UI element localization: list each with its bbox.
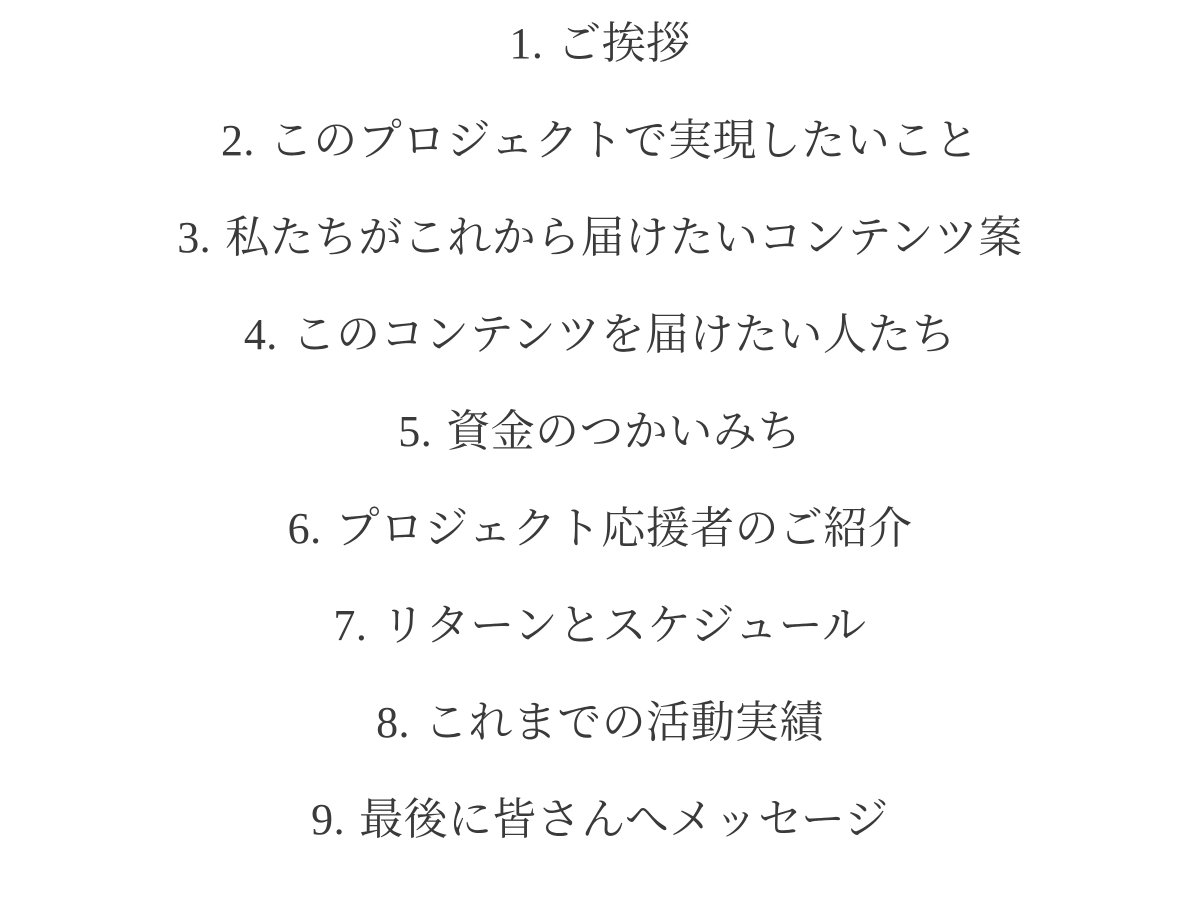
list-item-number: 8. bbox=[376, 698, 410, 747]
list-item bbox=[60, 407, 1140, 507]
list-item-label: これまでの活動実績 bbox=[423, 698, 824, 747]
list-item-number: 5. bbox=[398, 407, 433, 456]
list-item-label: ご挨拶 bbox=[557, 19, 691, 68]
list-item-number: 3. bbox=[177, 213, 212, 262]
list-item-label: このプロジェクトで実現したいこと bbox=[268, 116, 980, 165]
list-item-label: このコンテンツを届けたい人たち bbox=[291, 310, 957, 359]
list-item-number: 2. bbox=[220, 116, 255, 165]
list-item-label: プロジェクト応援者のご紹介 bbox=[335, 504, 913, 553]
list-item-label: 私たちがこれから届けたいコンテンツ案 bbox=[225, 213, 1023, 262]
list-item bbox=[60, 116, 1140, 216]
list-item-number: 7. bbox=[333, 601, 368, 650]
table-of-contents-list bbox=[60, 19, 1140, 895]
list-item bbox=[60, 795, 1140, 895]
list-item-number: 1. bbox=[509, 19, 544, 68]
list-item-number: 6. bbox=[287, 504, 322, 553]
list-item bbox=[60, 213, 1140, 313]
list-item-number: 4. bbox=[243, 310, 278, 359]
list-item bbox=[60, 504, 1140, 604]
list-item bbox=[60, 19, 1140, 119]
list-item-number: 9. bbox=[311, 795, 346, 844]
list-item bbox=[60, 601, 1140, 701]
list-item bbox=[60, 310, 1140, 410]
list-item bbox=[60, 698, 1140, 798]
list-item-label: リターンとスケジュール bbox=[381, 601, 867, 650]
list-item-label: 最後に皆さんへメッセージ bbox=[359, 795, 889, 844]
list-item-label: 資金のつかいみち bbox=[446, 407, 802, 456]
